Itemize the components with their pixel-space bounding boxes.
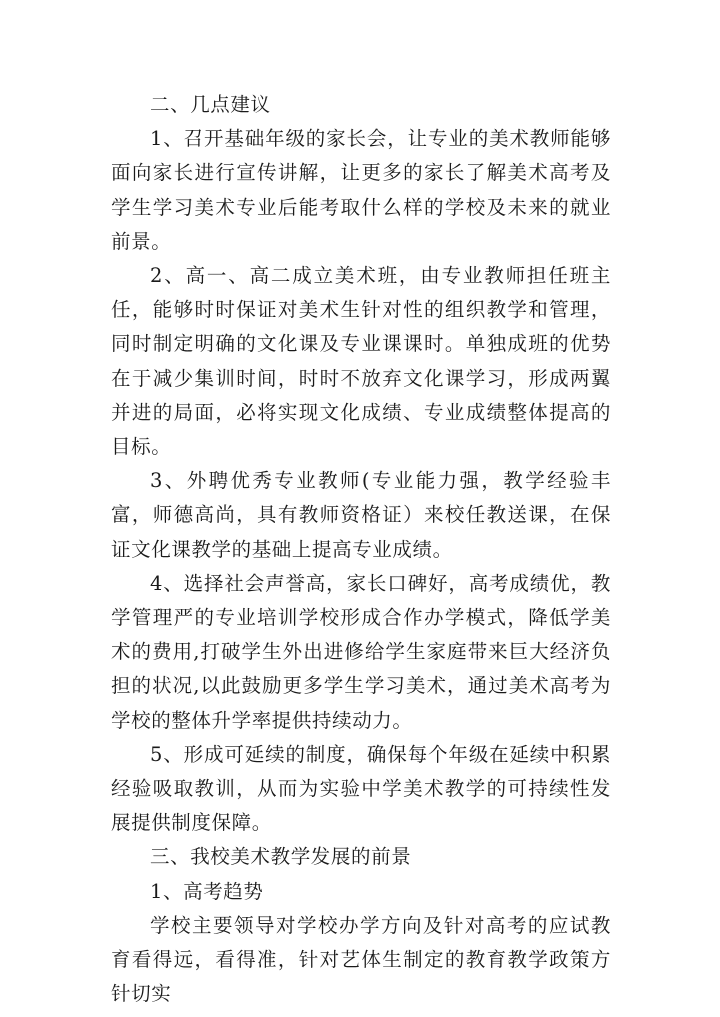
paragraph-suggestion-2: 2、高一、高二成立美术班，由专业教师担任班主任，能够时时保证对美术生针对性的组织教学和管理，同时制定明确的文化课及专业课课时。单独成班的优势在于减少集训时间，时时不放弃文化课学习，形成两翼并进的局面，必将实现文化成绩、专业成绩整体提高的目标。 — [111, 264, 611, 459]
paragraph-suggestion-1: 1、召开基础年级的家长会，让专业的美术教师能够面向家长进行宣传讲解，让更多的家长了解美术高考及学生学习美术专业后能考取什么样的学校及未来的就业前景。 — [111, 127, 611, 253]
paragraph-suggestion-3: 3、外聘优秀专业教师(专业能力强，教学经验丰富，师德高尚，具有教师资格证）来校任教送课，在保证文化课教学的基础上提高专业成绩。 — [111, 469, 611, 561]
document-body — [111, 88, 611, 1011]
paragraph-suggestion-5: 5、形成可延续的制度，确保每个年级在延续中积累经验吸取教训，从而为实验中学美术教学的可持续性发展提供制度保障。 — [111, 742, 611, 835]
subheading-exam-trend: 1、高考趋势 — [150, 879, 264, 903]
paragraph-exam-trend: 学校主要领导对学校办学方向及针对高考的应试教育看得远，看得准，针对艺体生制定的教育教学政策方针切实 — [111, 913, 611, 1006]
section-heading-suggestions: 二、几点建议 — [150, 93, 271, 116]
section-heading-prospects: 三、我校美术教学发展的前景 — [150, 845, 412, 869]
paragraph-suggestion-4: 4、选择社会声誉高，家长口碑好，高考成绩优，教学管理严的专业培训学校形成合作办学模式，降低学美术的费用,打破学生外出进修给学生家庭带来巨大经济负担的状况,以此鼓励更多学生学习美术，通过美术高考为学校的整体升学率提供持续动力。 — [111, 571, 611, 732]
